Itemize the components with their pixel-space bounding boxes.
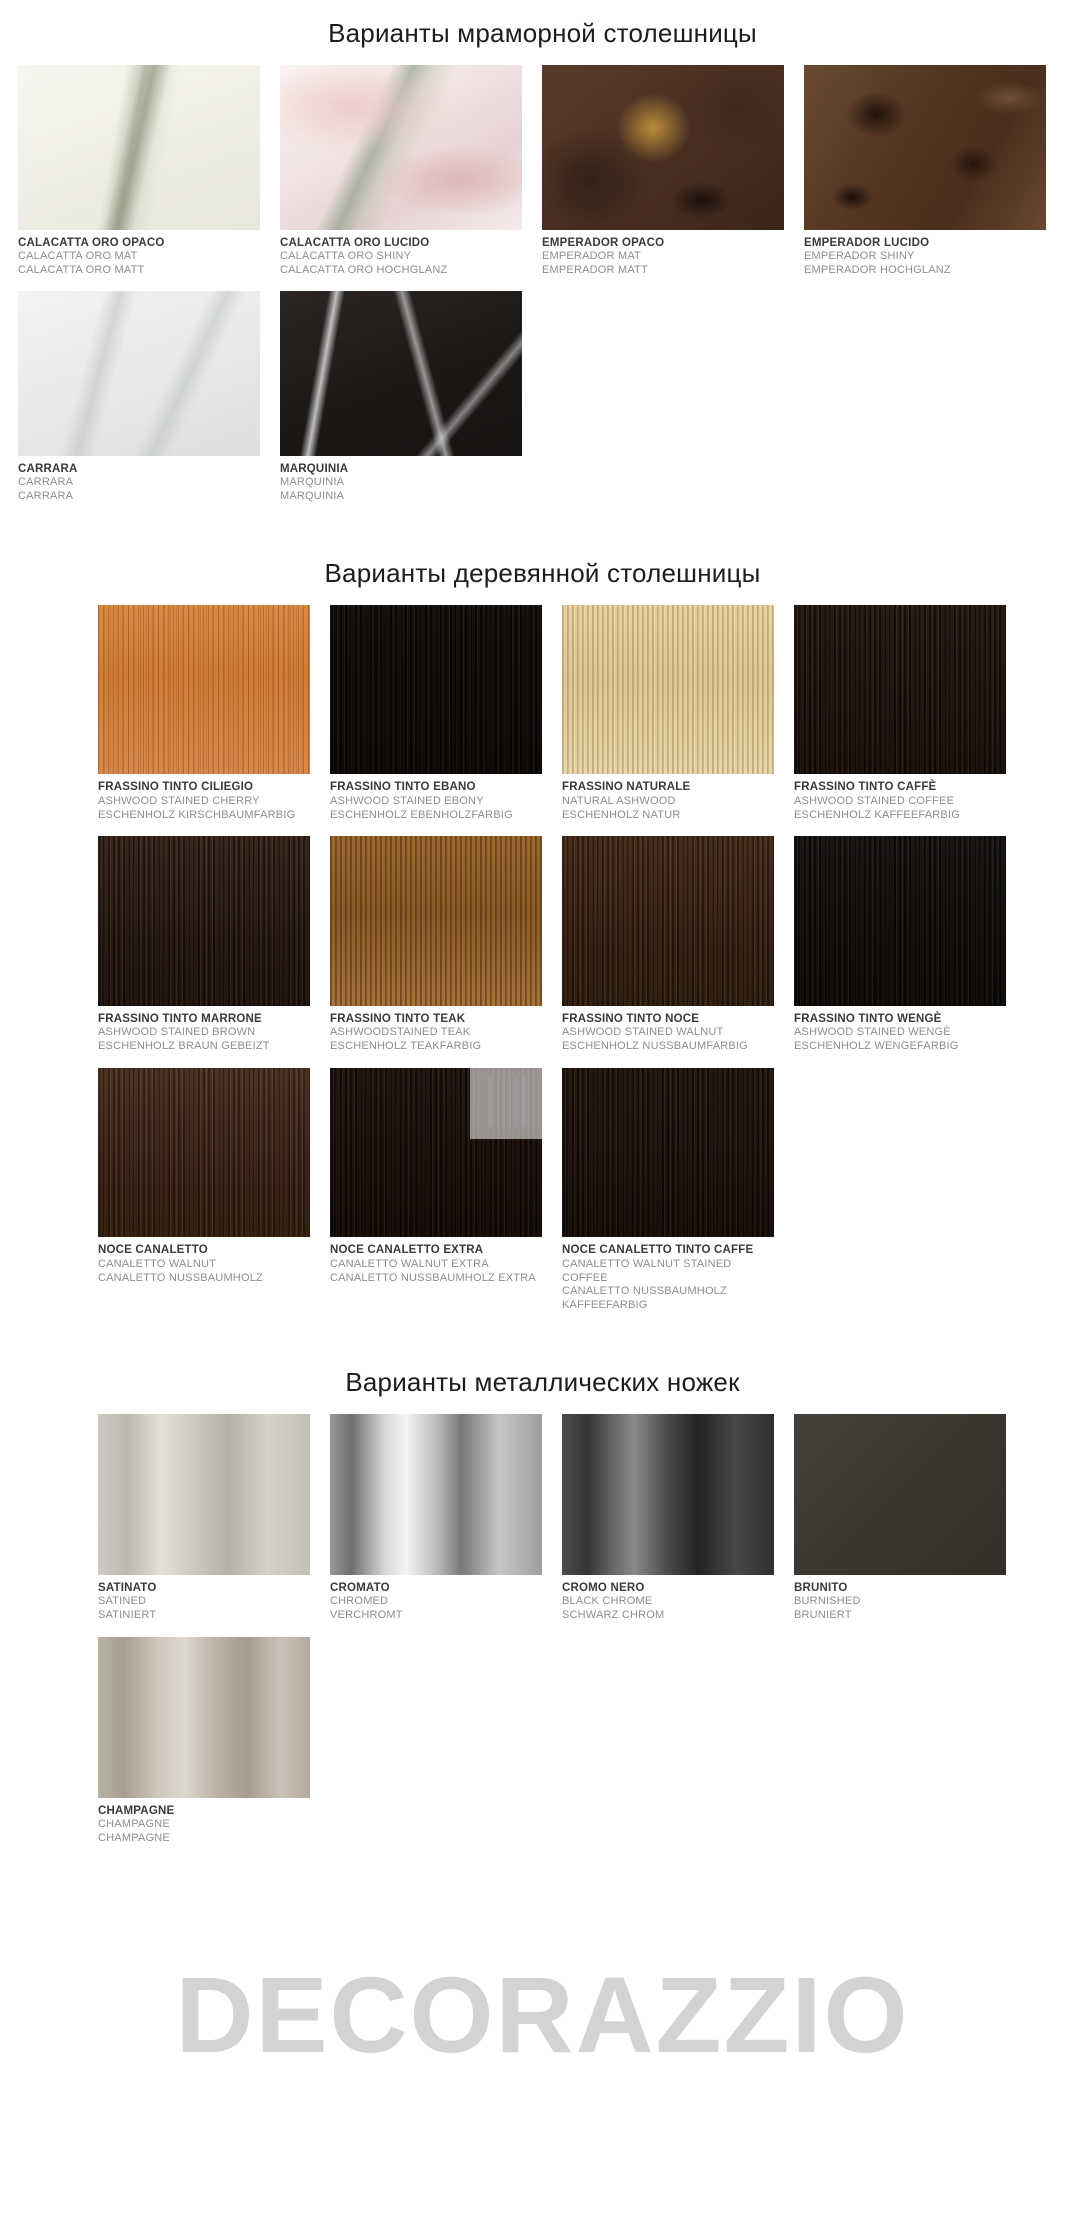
swatch-name-de: ESCHENHOLZ BRAUN GEBEIZT [98, 1040, 270, 1053]
swatch-labels [98, 1006, 310, 1054]
section-title-marble: Варианты мраморной столешницы [328, 18, 757, 48]
wood-swatch[interactable] [98, 1068, 310, 1238]
swatch-name-it: SATINATO [98, 1581, 157, 1594]
swatch-labels [98, 1575, 310, 1623]
swatch-name-de: MARQUINIA [280, 490, 345, 503]
swatch-name-it: FRASSINO TINTO TEAK [330, 1012, 466, 1025]
wood-swatch[interactable] [330, 836, 542, 1006]
swatch-name-it: CHAMPAGNE [98, 1804, 175, 1817]
swatch-labels [542, 230, 784, 278]
swatch-name-en: CANALETTO WALNUT [98, 1257, 217, 1270]
swatch-item[interactable] [88, 836, 320, 1067]
swatch-name-it: CROMO NERO [562, 1581, 645, 1594]
watermark-text: DECORAZZIO [175, 1954, 910, 2075]
wood-swatch[interactable] [98, 605, 310, 775]
swatch-labels [330, 774, 542, 822]
swatch-labels [804, 230, 1046, 278]
swatch-name-de: ESCHENHOLZ WENGEFARBIG [794, 1040, 959, 1053]
swatch-labels [280, 456, 522, 504]
wood-swatch[interactable] [562, 836, 774, 1006]
swatch-item[interactable] [784, 836, 1016, 1067]
swatch-item[interactable] [794, 65, 1056, 291]
swatch-name-de: ESCHENHOLZ NATUR [562, 808, 681, 821]
legs-swatch-grid [0, 1414, 1085, 1860]
metal-swatch[interactable] [562, 1414, 774, 1575]
swatch-labels [18, 230, 260, 278]
swatch-name-de: SCHWARZ CHROM [562, 1608, 665, 1621]
swatch-name-en: ASHWOOD STAINED COFFEE [794, 794, 955, 807]
swatch-item[interactable] [320, 1414, 552, 1637]
swatch-name-it: FRASSINO TINTO WENGÈ [794, 1012, 942, 1025]
swatch-labels [280, 230, 522, 278]
swatch-name-de: CANALETTO NUSSBAUMHOLZ KAFFEEFARBIG [562, 1285, 727, 1311]
swatch-item[interactable] [552, 605, 784, 836]
swatch-name-it: FRASSINO TINTO MARRONE [98, 1012, 262, 1025]
swatch-name-de: ESCHENHOLZ EBENHOLZFARBIG [330, 808, 513, 821]
swatch-name-de: EMPERADOR MATT [542, 263, 648, 276]
swatch-name-it: EMPERADOR LUCIDO [804, 236, 930, 249]
swatch-name-it: FRASSINO NATURALE [562, 781, 691, 794]
swatch-name-en: BURNISHED [794, 1595, 861, 1608]
swatch-name-en: ASHWOODSTAINED TEAK [330, 1026, 471, 1039]
swatch-item[interactable] [320, 836, 552, 1067]
swatch-name-en: MARQUINIA [280, 476, 345, 489]
swatch-item[interactable] [270, 291, 532, 517]
swatch-name-en: CANALETTO WALNUT EXTRA [330, 1257, 489, 1270]
marble-swatch-grid [0, 65, 1085, 518]
wood-swatch[interactable] [330, 605, 542, 775]
swatch-item[interactable] [532, 65, 794, 291]
swatch-name-en: NATURAL ASHWOOD [562, 794, 676, 807]
swatch-name-en: CALACATTA ORO SHINY [280, 249, 412, 262]
swatch-name-it: FRASSINO TINTO CILIEGIO [98, 781, 254, 794]
metal-swatch[interactable] [98, 1637, 310, 1798]
marble-swatch[interactable] [542, 65, 784, 230]
swatch-name-de: SATINIERT [98, 1608, 157, 1621]
marble-swatch[interactable] [280, 291, 522, 456]
wood-swatch-grid [0, 605, 1085, 1327]
swatch-item[interactable] [320, 1068, 552, 1327]
wood-swatch[interactable] [794, 836, 1006, 1006]
swatch-name-de: ESCHENHOLZ NUSSBAUMFARBIG [562, 1040, 748, 1053]
section-title-legs: Варианты металлических ножек [345, 1366, 740, 1397]
swatch-name-de: VERCHROMT [330, 1608, 403, 1621]
swatch-name-it: CROMATO [330, 1581, 390, 1594]
swatch-item[interactable] [8, 65, 270, 291]
swatch-name-en: BLACK CHROME [562, 1595, 653, 1608]
swatch-name-en: EMPERADOR MAT [542, 249, 641, 262]
swatch-labels [562, 1575, 774, 1623]
swatch-labels [794, 774, 1006, 822]
wood-swatch[interactable] [562, 605, 774, 775]
marble-swatch[interactable] [280, 65, 522, 230]
wood-swatch[interactable] [330, 1068, 542, 1238]
swatch-name-it: EMPERADOR OPACO [542, 236, 665, 249]
swatch-name-en: ASHWOOD STAINED BROWN [98, 1026, 256, 1039]
swatch-name-en: EMPERADOR SHINY [804, 249, 915, 262]
swatch-name-it: FRASSINO TINTO CAFFÈ [794, 781, 937, 794]
wood-swatch[interactable] [98, 836, 310, 1006]
swatch-name-it: FRASSINO TINTO EBANO [330, 781, 476, 794]
swatch-labels [18, 456, 260, 504]
swatch-name-de: EMPERADOR HOCHGLANZ [804, 263, 951, 276]
swatch-name-de: CALACATTA ORO HOCHGLANZ [280, 263, 448, 276]
swatch-item[interactable] [552, 836, 784, 1067]
swatch-name-en: ASHWOOD STAINED CHERRY [98, 794, 260, 807]
metal-swatch[interactable] [330, 1414, 542, 1575]
swatch-name-de: ESCHENHOLZ TEAKFARBIG [330, 1040, 482, 1053]
swatch-labels [330, 1237, 542, 1285]
swatch-item[interactable] [88, 1414, 320, 1637]
swatch-labels [98, 1237, 310, 1285]
swatch-name-it: CALACATTA ORO OPACO [18, 236, 165, 249]
metal-swatch[interactable] [98, 1414, 310, 1575]
swatch-name-de: CARRARA [18, 490, 74, 503]
swatch-name-en: CHAMPAGNE [98, 1818, 170, 1831]
swatch-name-it: NOCE CANALETTO TINTO CAFFE [562, 1244, 754, 1257]
marble-swatch[interactable] [18, 65, 260, 230]
swatch-name-de: CANALETTO NUSSBAUMHOLZ EXTRA [330, 1271, 536, 1284]
swatch-item[interactable] [88, 1068, 320, 1327]
swatch-labels [562, 1237, 774, 1312]
swatch-name-de: ESCHENHOLZ KIRSCHBAUMFARBIG [98, 808, 296, 821]
swatch-name-de: CANALETTO NUSSBAUMHOLZ [98, 1271, 263, 1284]
swatch-name-de: CHAMPAGNE [98, 1831, 170, 1844]
swatch-name-it: CALACATTA ORO LUCIDO [280, 236, 430, 249]
swatch-name-it: MARQUINIA [280, 462, 349, 475]
swatch-name-it: NOCE CANALETTO [98, 1244, 208, 1257]
swatch-name-it: BRUNITO [794, 1581, 848, 1594]
swatch-name-de: CALACATTA ORO MATT [18, 263, 145, 276]
wood-swatch[interactable] [562, 1068, 774, 1238]
swatch-item[interactable] [270, 65, 532, 291]
swatch-item[interactable] [784, 605, 1016, 836]
swatch-name-en: CHROMED [330, 1595, 389, 1608]
swatch-name-en: CARRARA [18, 476, 74, 489]
swatch-item[interactable] [552, 1414, 784, 1637]
swatch-labels [562, 774, 774, 822]
swatch-item[interactable] [552, 1068, 784, 1327]
swatch-labels [562, 1006, 774, 1054]
wood-swatch[interactable] [794, 605, 1006, 775]
swatch-name-en: CANALETTO WALNUT STAINED COFFEE [562, 1257, 732, 1284]
swatch-name-it: NOCE CANALETTO EXTRA [330, 1244, 484, 1257]
swatch-labels [98, 774, 310, 822]
swatch-name-it: CARRARA [18, 462, 78, 475]
swatch-item[interactable] [320, 605, 552, 836]
swatch-name-de: BRUNIERT [794, 1608, 852, 1621]
swatch-name-en: ASHWOOD STAINED WENGÈ [794, 1026, 951, 1039]
marble-swatch[interactable] [18, 291, 260, 456]
swatch-name-en: ASHWOOD STAINED EBONY [330, 794, 484, 807]
section-title-wood: Варианты деревянной столешницы [324, 557, 761, 588]
swatch-name-en: SATINED [98, 1595, 147, 1608]
swatch-item[interactable] [88, 605, 320, 836]
swatch-item[interactable] [88, 1637, 320, 1860]
marble-swatch[interactable] [804, 65, 1046, 230]
swatch-labels [330, 1006, 542, 1054]
swatch-item[interactable] [8, 291, 270, 517]
swatch-labels [794, 1006, 1006, 1054]
swatch-name-de: ESCHENHOLZ KAFFEEFARBIG [794, 808, 960, 821]
swatch-name-en: CALACATTA ORO MAT [18, 249, 138, 262]
swatch-item[interactable] [784, 1414, 1016, 1637]
swatch-labels [794, 1575, 1006, 1623]
swatch-labels [330, 1575, 542, 1623]
swatch-labels [98, 1798, 310, 1846]
metal-swatch[interactable] [794, 1414, 1006, 1575]
swatch-name-it: FRASSINO TINTO NOCE [562, 1012, 700, 1025]
swatch-name-en: ASHWOOD STAINED WALNUT [562, 1026, 724, 1039]
